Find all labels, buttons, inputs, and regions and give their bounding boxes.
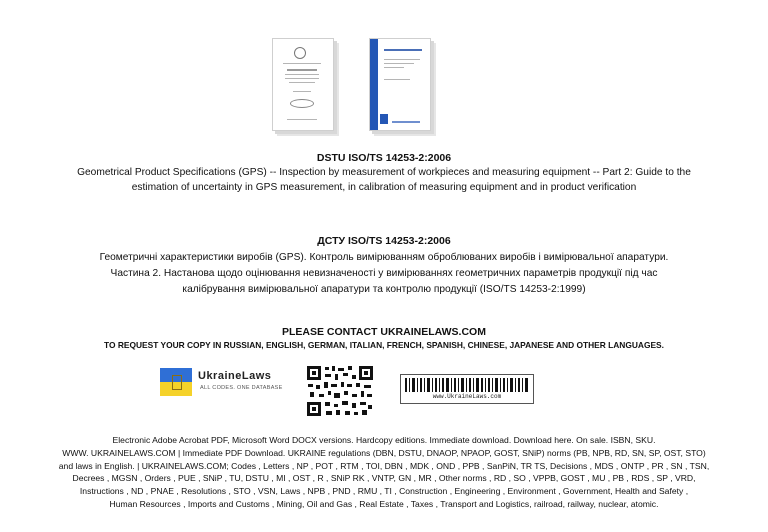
barcode[interactable] <box>400 374 534 404</box>
logo-name: UkraineLaws <box>198 370 272 382</box>
footer-text <box>0 434 768 511</box>
footer-line-4: Decrees , MGSN , Orders , PUE , SNiP , TU, DSTU , MI , OST , R , SNiP RK , VNTP, GN , MR , Other norms , RD , SO , VPPB, GOST , MU , PB , RDS , SP , VRD, <box>72 473 696 484</box>
logo-tagline: ALL CODES. ONE DATABASE <box>200 385 283 391</box>
document-title-english: DSTU ISO/TS 14253-2:2006 <box>316 152 452 164</box>
document-cover-thumbnail-2 <box>369 38 431 131</box>
footer-line-6: Human Resources , Imports and Customs , Mining, Oil and Gas , Real Estate , Taxes , Transport and Logistics, railroad, railway, nuclear, atomic. <box>109 498 659 509</box>
footer-line-5: Instructions , ND , PNAE , Resolutions , STO , VSN, Laws , NPB , PND , RMU , TI , Construction , Engineering , Environment , Government, Health and Safety , <box>79 486 689 497</box>
oval-stamp-icon <box>290 99 314 108</box>
footer-line-3: and laws in English. | UKRAINELAWS.COM; Codes , Letters , NP , POT , RTM , TOI, DBN , MDK , OND , PPB , SanPiN, TR TS, Decisions , MDS , ONTP , PR , SN , TSN, <box>58 460 710 471</box>
ukraine-flag-icon <box>160 368 192 396</box>
barcode-caption: www.UkraineLaws.com <box>432 393 502 400</box>
footer-line-1: Electronic Adobe Acrobat PDF, Microsoft Word DOCX versions. Hardcopy editions. Immediate download. Download here. On sale. ISBN, SKU. <box>112 435 656 445</box>
cover-seal-icon <box>380 114 388 124</box>
footer-line-2: WWW. UKRAINELAWS.COM | Immediate PDF Download. UKRAINE regulations (DBN, DSTU, DNAOP, NPAOP, GOST, SNiP) norms (PB, NPB, RD, SN, SP, OST, STO) <box>62 447 706 458</box>
contact-request-text: TO REQUEST YOUR COPY IN RUSSIAN, ENGLISH, GERMAN, ITALIAN, FRENCH, SPANISH, CHINESE, JAPANESE AND OTHER LANGUAGES. <box>104 340 664 350</box>
document-title-ukrainian: ДСТУ ISO/TS 14253-2:2006 <box>317 235 451 247</box>
document-description-english: Geometrical Product Specifications (GPS) -- Inspection by measurement of workpieces and measuring equipment -- Part 2: Guide to the estimation of uncertainty in GPS measurement, in calibration of measuring equipment and in product verification <box>77 167 691 193</box>
ukrainelaws-logo[interactable] <box>160 368 290 396</box>
document-cover-thumbnail-1 <box>272 38 334 131</box>
emblem-icon <box>294 47 306 59</box>
document-description-ukrainian: Геометричні характеристики виробів (GPS). Контроль вимірюванням оброблюваних виробів і вимірювальної апаратури. Частина 2. Настанова щодо оцінювання невизначеності у вимірюваннях геометричних параметрів продукції під час калібрування вимірювальної апаратури та контролю продукції (ISO/TS 14253-2:1999) <box>99 252 669 295</box>
contact-headline: PLEASE CONTACT UKRAINELAWS.COM <box>282 326 486 338</box>
trident-icon <box>172 375 182 390</box>
barcode-bars-icon <box>405 378 529 392</box>
qr-code-icon[interactable] <box>305 364 375 418</box>
